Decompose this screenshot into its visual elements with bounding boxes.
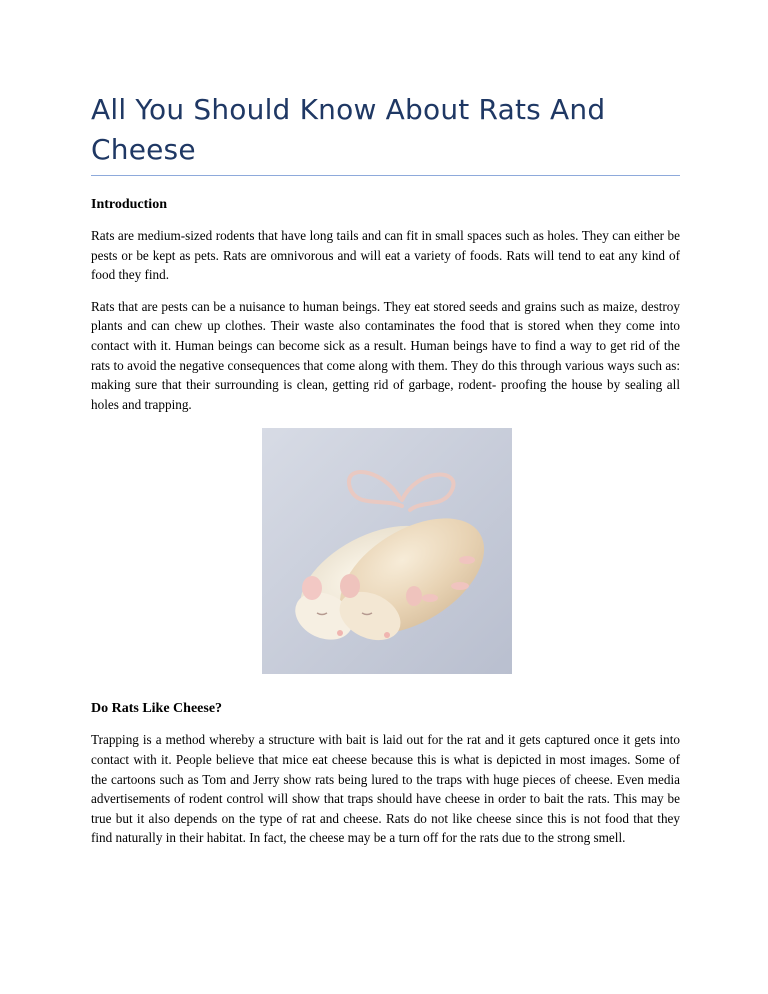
paragraph-intro-1: Rats are medium-sized rodents that have long tails and can fit in small spaces such as holes. They can either be pests or be kept as pets. Rats are omnivorous and will eat a variety of foods. Rats will tend to eat any kind of food they find. xyxy=(91,228,680,283)
paragraph-cheese-1: Trapping is a method whereby a structure with bait is laid out for the rat and it gets captured once it gets into contact with it. People believe that mice eat cheese because this is what is depicted in most images. Some of the cartoons such as Tom and Jerry show rats being lured to the traps with huge pieces of cheese. Even media advertisements of rodent control will show that traps should have cheese in order to bait the rats. This may be true but it also depends on the type of rat and cheese. Rats do not like cheese since this is not food that they find naturally in their habitat. In fact, the cheese may be a turn off for the rats due to the strong smell. xyxy=(91,732,680,846)
paragraph-intro-2: Rats that are pests can be a nuisance to human beings. They eat stored seeds and grains such as maize, destroy plants and can chew up clothes. Their waste also contaminates the food that is stored when they come into contact with it. Human beings can become sick as a result. Human beings have to find a way to get rid of the rats to avoid the negative consequences that come along with them. They do this through various ways such as: making sure that their surrounding is clean, getting rid of garbage, rodent- proofing the house by sealing all holes and trapping. xyxy=(91,298,680,412)
title-underline xyxy=(91,175,680,176)
rats-photo xyxy=(262,428,512,674)
document-title: All You Should Know About Rats And Cheese xyxy=(91,93,606,166)
document-page xyxy=(91,90,680,848)
rats-photo-illustration xyxy=(262,428,512,674)
section-heading-introduction: Introduction xyxy=(91,197,167,212)
section-heading-do-rats-like-cheese: Do Rats Like Cheese? xyxy=(91,701,223,717)
